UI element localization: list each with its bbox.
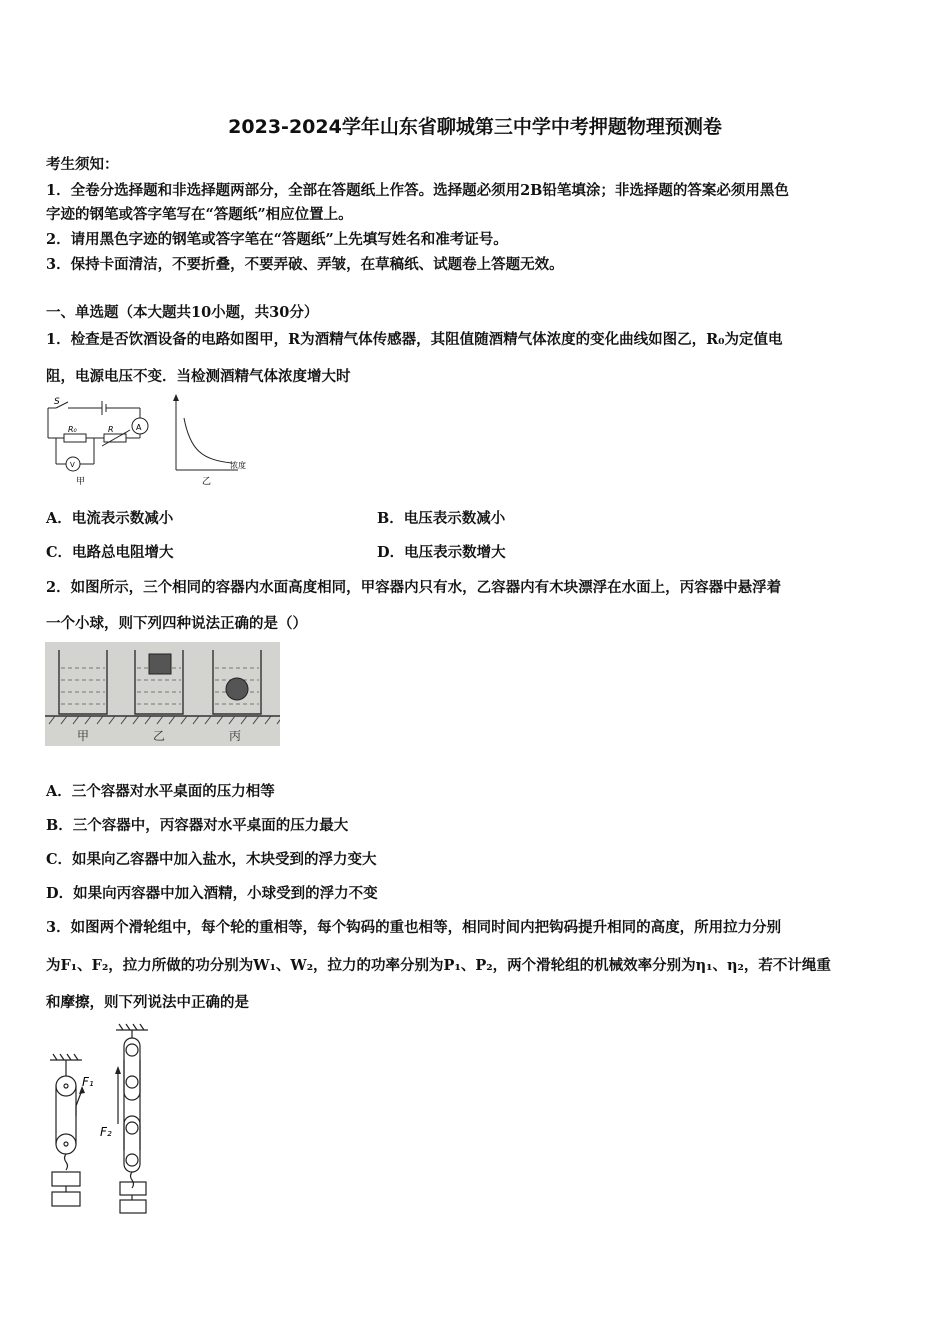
question-3-line-1: 3．如图两个滑轮组中，每个轮的重相等，每个钩码的重也相等，相同时间内把钩码提升相同的高度，所用拉力分别: [46, 919, 782, 936]
label-f2: F₂: [100, 1125, 112, 1139]
notice-item: 字迹的钢笔或答字笔写在“答题纸”相应位置上。: [46, 206, 353, 223]
question-2-line-2: 一个小球，则下列四种说法正确的是（）: [46, 615, 307, 632]
q2-option-d[interactable]: D．如果向丙容器中加入酒精，小球受到的浮力不变: [46, 885, 378, 902]
question-3-line-2: 为F₁、F₂，拉力所做的功分别为W₁、W₂，拉力的功率分别为P₁、P₂，两个滑轮组的机械效率分别为η₁、η₂，若不计绳重: [46, 957, 831, 974]
section-heading: 一、单选题（本大题共10小题，共30分）: [46, 304, 319, 321]
q1-option-a[interactable]: A．电流表示数减小: [46, 510, 174, 527]
label-s: S: [54, 397, 60, 407]
circuit-diagram-jia: [40, 392, 160, 492]
curve-line: [184, 418, 232, 463]
label-r: R: [108, 425, 114, 434]
page-title: 2023-2024学年山东省聊城第三中学中考押题物理预测卷: [228, 116, 722, 138]
notice-item: 1．全卷分选择题和非选择题两部分，全部在答题纸上作答。选择题必须用2B铅笔填涂；非选择题的答案必须用黑色: [46, 182, 789, 199]
label-jia: 甲: [76, 477, 86, 487]
label-bing: 丙: [229, 729, 242, 743]
weight-1a: [52, 1172, 80, 1186]
label-v: V: [70, 461, 75, 469]
label-jia: 甲: [77, 729, 90, 743]
resistor-r0: [64, 434, 86, 442]
movable-pulley-block-2: [124, 1116, 140, 1172]
wood-block: [149, 654, 171, 674]
label-yi: 乙: [153, 729, 166, 743]
notice-item: 3．保持卡面清洁，不要折叠，不要弄破、弄皱，在草稿纸、试题卷上答题无效。: [46, 256, 564, 273]
label-yi: 乙: [202, 477, 212, 487]
q1-option-d[interactable]: D．电压表示数增大: [377, 544, 506, 561]
pulley-systems-diagram: [44, 1020, 174, 1216]
q1-option-b[interactable]: B．电压表示数减小: [377, 510, 506, 527]
movable-pulley-1: [56, 1134, 76, 1154]
label-r0: R₀: [68, 425, 77, 434]
label-f1: F₁: [82, 1075, 94, 1089]
label-nongdu: 浓度: [230, 461, 246, 470]
notice-heading: 考生须知：: [46, 156, 119, 173]
containers-photo: [45, 642, 280, 746]
q2-option-b[interactable]: B．三个容器中，丙容器对水平桌面的压力最大: [46, 817, 349, 834]
question-3-line-3: 和摩擦，则下列说法中正确的是: [46, 994, 249, 1011]
weight-1b: [52, 1192, 80, 1206]
q2-option-c[interactable]: C．如果向乙容器中加入盐水，木块受到的浮力变大: [46, 851, 377, 868]
q2-option-a[interactable]: A．三个容器对水平桌面的压力相等: [46, 783, 275, 800]
question-1-line-1: 1．检查是否饮酒设备的电路如图甲，R为酒精气体传感器，其阻值随酒精气体浓度的变化曲线如图乙，R₀为定值电: [46, 331, 783, 348]
fixed-pulley-1: [56, 1076, 76, 1096]
notice-item: 2．请用黑色字迹的钢笔或答字笔在“答题纸”上先填写姓名和准考证号。: [46, 231, 508, 248]
q1-option-c[interactable]: C．电路总电阻增大: [46, 544, 174, 561]
label-a: A: [136, 423, 142, 432]
suspended-ball: [226, 678, 248, 700]
question-2-line-1: 2．如图所示，三个相同的容器内水面高度相同，甲容器内只有水，乙容器内有木块漂浮在水面上，丙容器中悬浮着: [46, 579, 782, 596]
resistance-curve-yi: [168, 392, 268, 490]
weight-2b: [120, 1200, 146, 1213]
question-1-line-2: 阻，电源电压不变．当检测酒精气体浓度增大时: [46, 368, 351, 385]
